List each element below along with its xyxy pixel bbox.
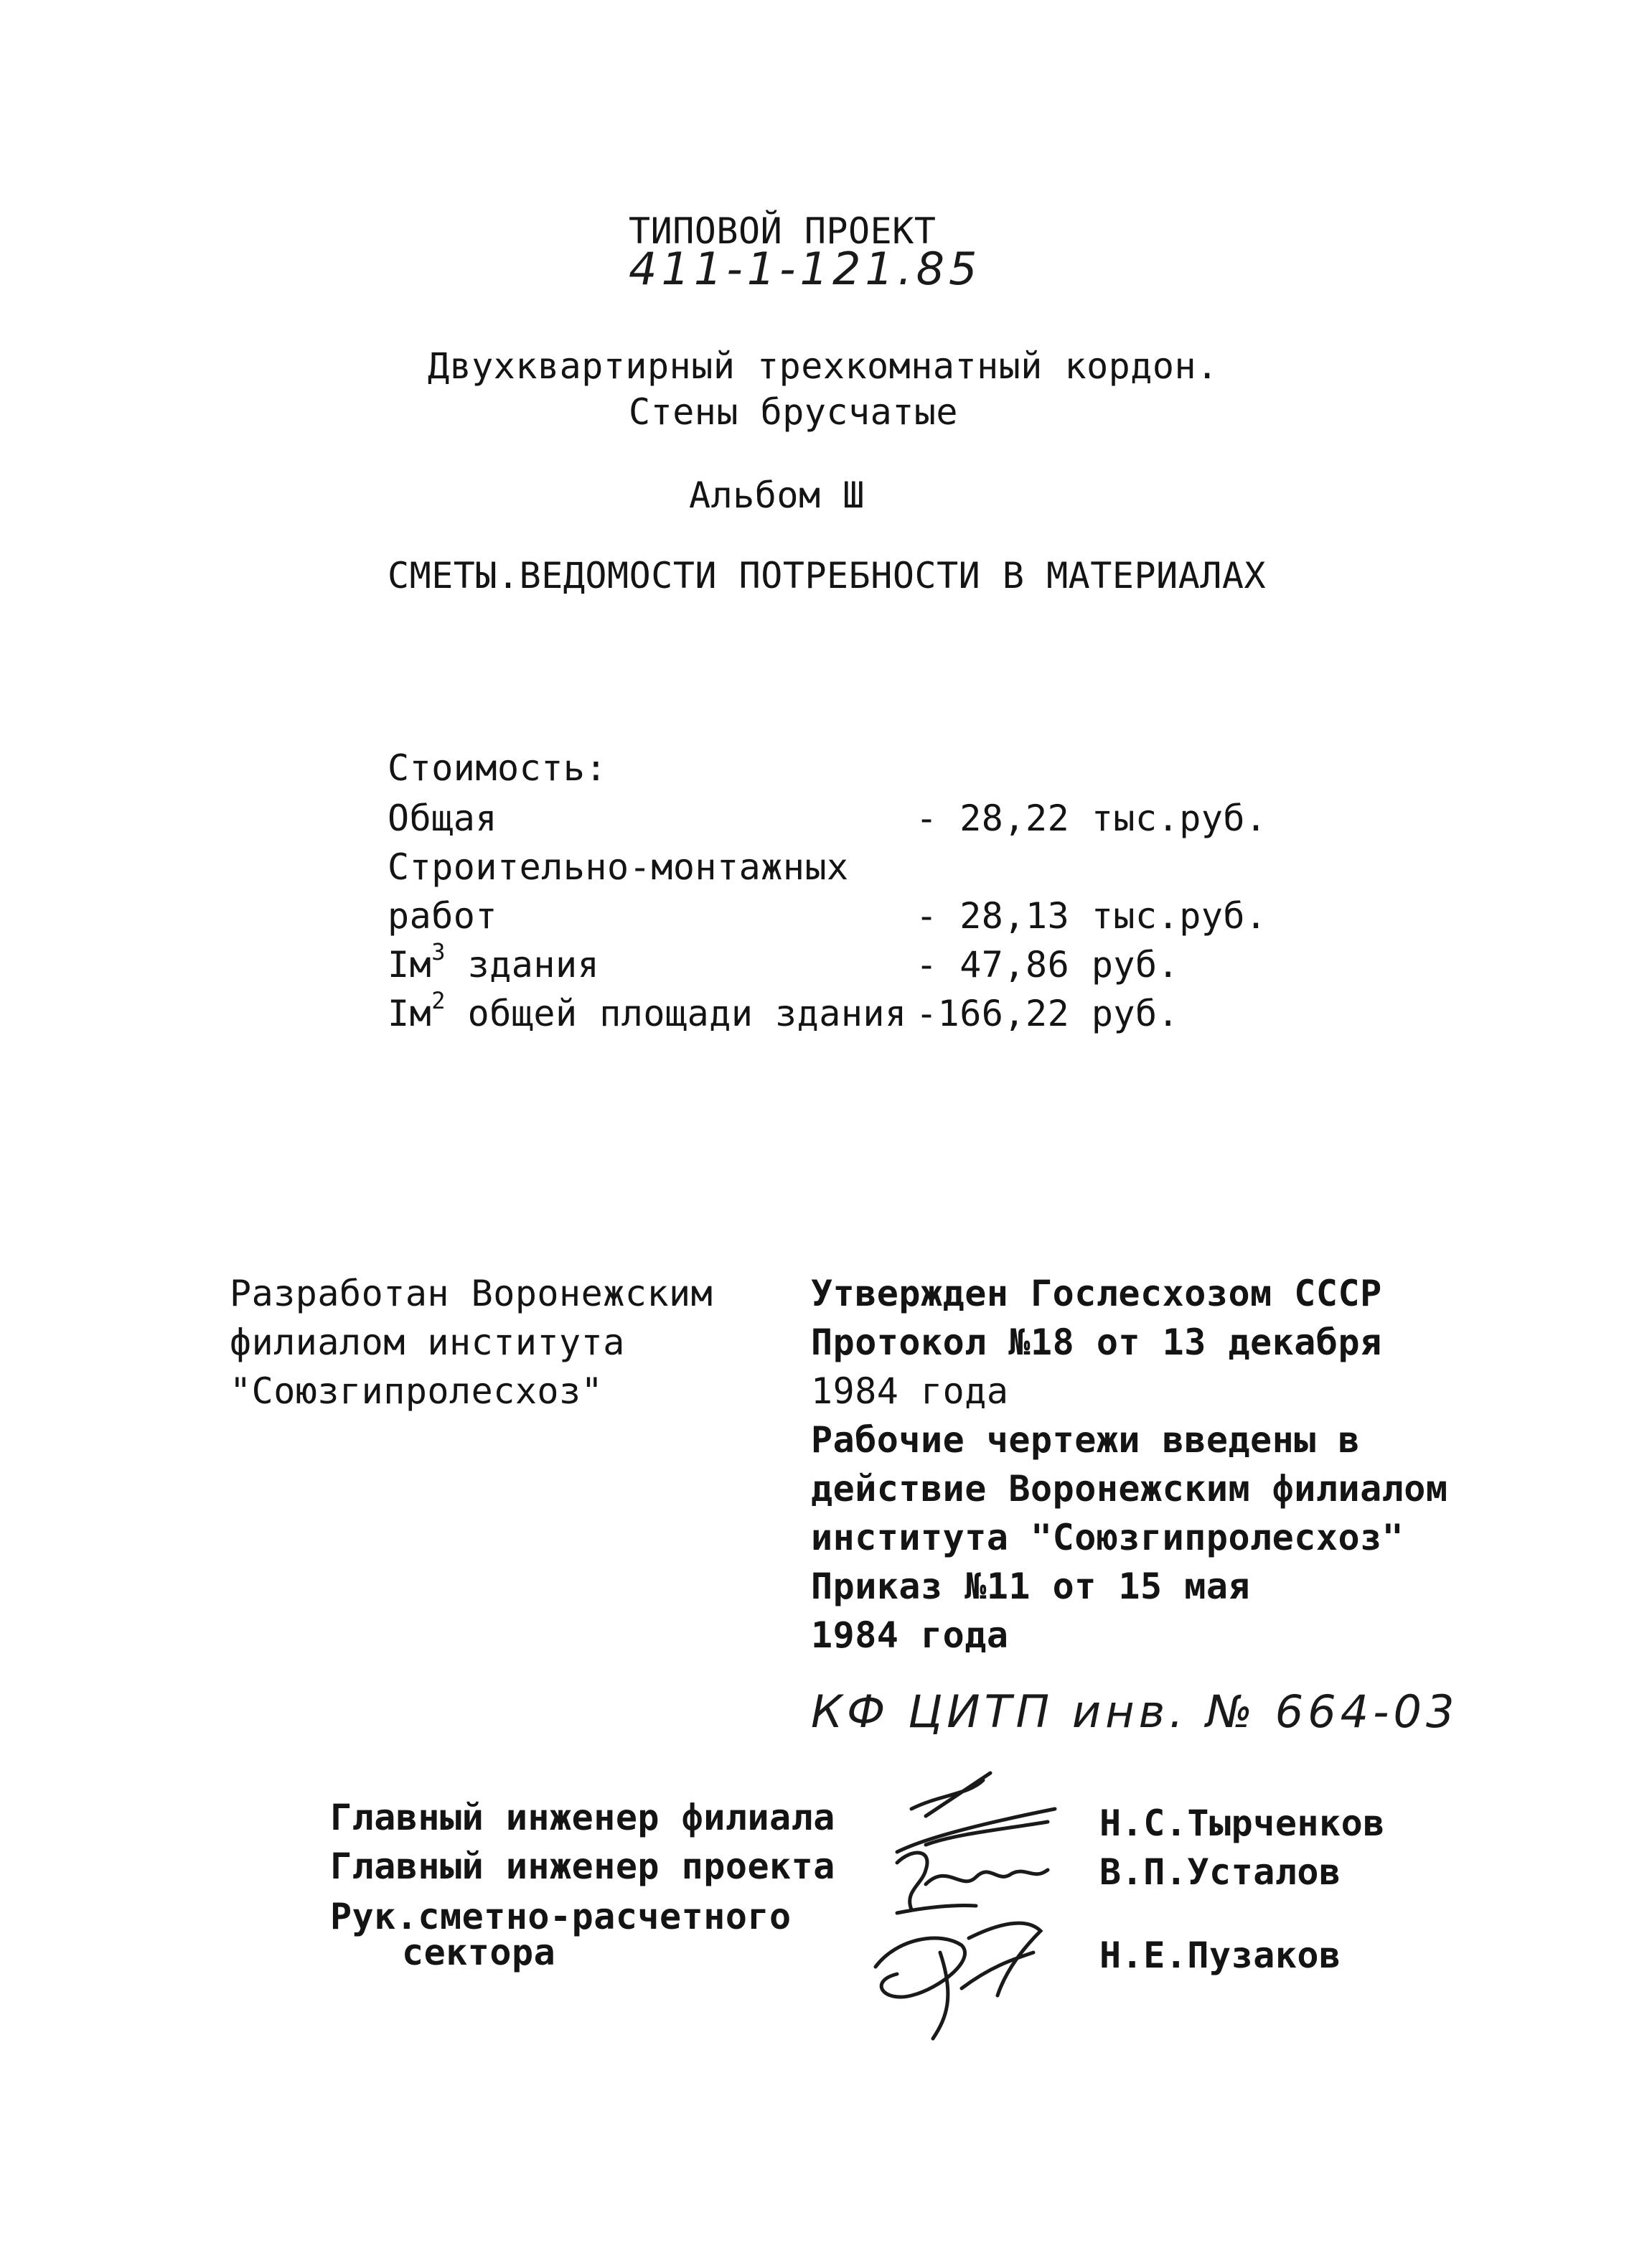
album-title: Альбом Ш	[689, 474, 865, 516]
title-line-1: Двухквартирный трехкомнатный кордон.	[428, 345, 1219, 387]
cost-label-per-m2-exponent: 2	[431, 987, 446, 1014]
signer-name-1: Н.С.Тырченков	[1099, 1802, 1385, 1844]
signer-name-3: Н.Е.Пузаков	[1099, 1935, 1341, 1976]
cost-label-per-m3-prefix: Iм	[388, 944, 432, 986]
cost-label-per-m2-prefix: Iм	[388, 993, 432, 1034]
approval-line-7: Приказ №11 от 15 мая	[811, 1566, 1251, 1607]
role-chief-engineer-branch: Главный инженер филиала	[330, 1797, 835, 1838]
cost-label-per-m3-rest: здания	[445, 944, 600, 986]
inventory-note: КФ ЦИТП инв. № 664-03	[811, 1685, 1459, 1738]
approval-line-2: Протокол №18 от 13 декабря	[811, 1322, 1382, 1363]
cost-heading: Стоимость:	[388, 747, 608, 789]
cost-label-per-m2-rest: общей площади здания	[445, 993, 907, 1034]
cost-value-works: - 28,13 тыс.руб.	[916, 895, 1267, 937]
cost-label-per-m2	[388, 987, 907, 1035]
developer-line-3: "Союзгипролесхоз"	[230, 1370, 604, 1412]
cost-value-per-m3: - 47,86 руб.	[916, 944, 1180, 986]
developer-line-1: Разработан Воронежским	[230, 1273, 713, 1314]
cost-label-construction: Строительно-монтажных	[388, 846, 849, 888]
approval-line-6: института "Союзгипролесхоз"	[811, 1517, 1404, 1558]
cost-value-total: - 28,22 тыс.руб.	[916, 797, 1267, 839]
approval-line-4: Рабочие чертежи введены в	[811, 1419, 1361, 1461]
approval-line-1: Утвержден Гослесхозом СССР	[811, 1273, 1382, 1314]
title-line-2: Стены брусчатые	[629, 391, 959, 433]
role-head-estimating-line-1: Рук.сметно-расчетного	[330, 1896, 792, 1937]
approval-line-3: 1984 года	[811, 1370, 1009, 1412]
signer-name-2: В.П.Усталов	[1099, 1851, 1341, 1893]
type-project-title: ТИПОВОЙ ПРОЕКТ	[629, 210, 937, 252]
cost-label-works: работ	[388, 895, 498, 937]
approval-line-5: действие Воронежским филиалом	[811, 1468, 1448, 1510]
role-head-estimating-line-2: сектора	[402, 1932, 556, 1973]
cost-label-per-m3	[388, 938, 600, 986]
project-number: 411-1-121.85	[629, 243, 982, 295]
role-chief-engineer-project: Главный инженер проекта	[330, 1846, 835, 1887]
cost-value-per-m2: -166,22 руб.	[916, 993, 1180, 1034]
album-subject: СМЕТЫ.ВЕДОМОСТИ ПОТРЕБНОСТИ В МАТЕРИАЛАХ	[388, 555, 1267, 597]
approval-line-8: 1984 года	[811, 1614, 1009, 1656]
cost-label-total: Общая	[388, 797, 498, 839]
developer-line-2: филиалом института	[230, 1322, 625, 1363]
signature-scribble-3	[854, 1909, 1069, 2046]
cost-label-per-m3-exponent: 3	[431, 938, 446, 965]
